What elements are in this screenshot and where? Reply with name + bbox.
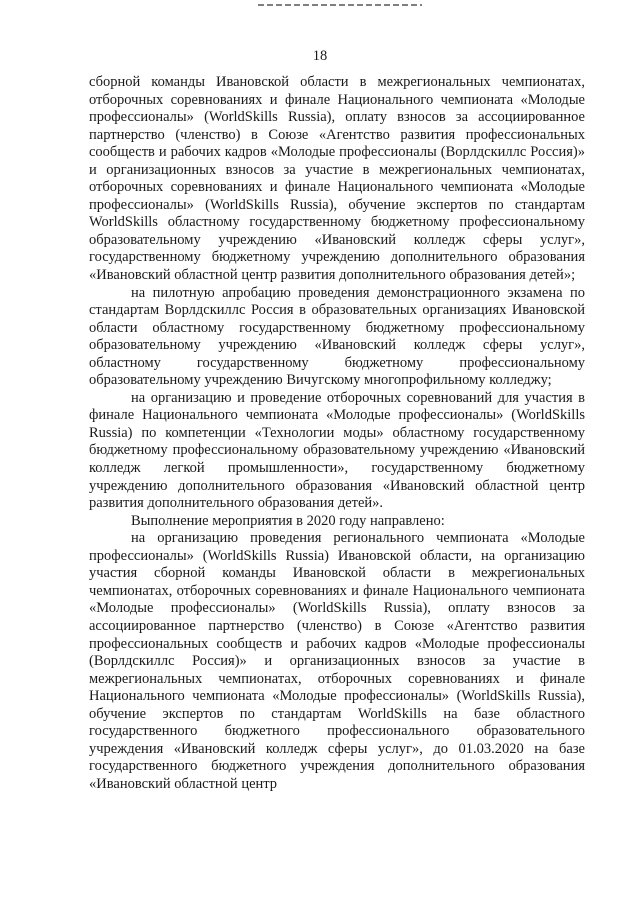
paragraph-pilot-exam: на пилотную апробацию проведения демонстрационного экзамена по стандартам Ворлдскиллс Россия в образовательных организациях Ивановской области областному государственному бюджетному профессиональному образовательному учреждению «Ивановский колледж сферы услуг», областному государственному бюджетному профессиональному образовательному учреждению Вичугскому многопрофильному колледжу; [89,284,585,389]
paragraph-continued: сборной команды Ивановской области в межрегиональных чемпионатах, отборочных соревнованиях и финале Национального чемпионата «Молодые профессионалы» (WorldSkills Russia), оплату взносов за ассоциированное партнерство (членство) в Союзе «Агентство развития профессиональных сообществ и рабочих кадров «Молодые профессионалы (Ворлдскиллс Россия)» и организационных взносов за участие в межрегиональных чемпионатах, отборочных соревнованиях и финале Национального чемпионата «Молодые профессионалы» (WorldSkills Russia), обучение экспертов по стандартам WorldSkills областному государственному бюджетному профессиональному образовательному учреждению «Ивановский колледж сферы услуг», государственному бюджетному учреждению дополнительного образования «Ивановский областной центр развития дополнительного образования детей»; [89,74,585,284]
paragraph-qualifying-competitions: на организацию и проведение отборочных соревнований для участия в финале Национального чемпионата «Молодые профессионалы» (WorldSkills Russia) по компетенции «Технологии моды» областному государственному бюджетному профессиональному образовательному учреждению «Ивановский колледж легкой промышленности», государственному бюджетному учреждению дополнительного образования «Ивановский областной центр развития дополнительного образования детей». [89,389,585,512]
paragraph-regional-championship: на организацию проведения регионального чемпионата «Молодые профессионалы» (WorldSkills Russia) Ивановской области, на организацию участия сборной команды Ивановской области в межрегиональных чемпионатах, отборочных соревнованиях и финале Национального чемпионата «Молодые профессионалы» (WorldSkills Russia), оплату взносов за ассоциированное партнерство (членство) в Союзе «Агентство развития профессиональных сообществ и рабочих кадров «Молодые профессионалы (Ворлдскиллс Россия)» и организационных взносов за участие в межрегиональных чемпионатах, отборочных соревнованиях и финале Национального чемпионата «Молодые профессионалы» (WorldSkills Russia), обучение экспертов по стандартам WorldSkills на базе областного государственного бюджетного профессионального образовательного учреждения «Ивановский колледж сферы услуг», до 01.03.2020 на базе государственного бюджетного учреждения дополнительного образования «Ивановский областной центр [89,530,585,792]
paragraph-2020-intro: Выполнение мероприятия в 2020 году направлено: [131,512,445,529]
page-number: 18 [312,48,328,64]
scan-artifact-line [258,4,422,6]
document-body [89,74,585,793]
